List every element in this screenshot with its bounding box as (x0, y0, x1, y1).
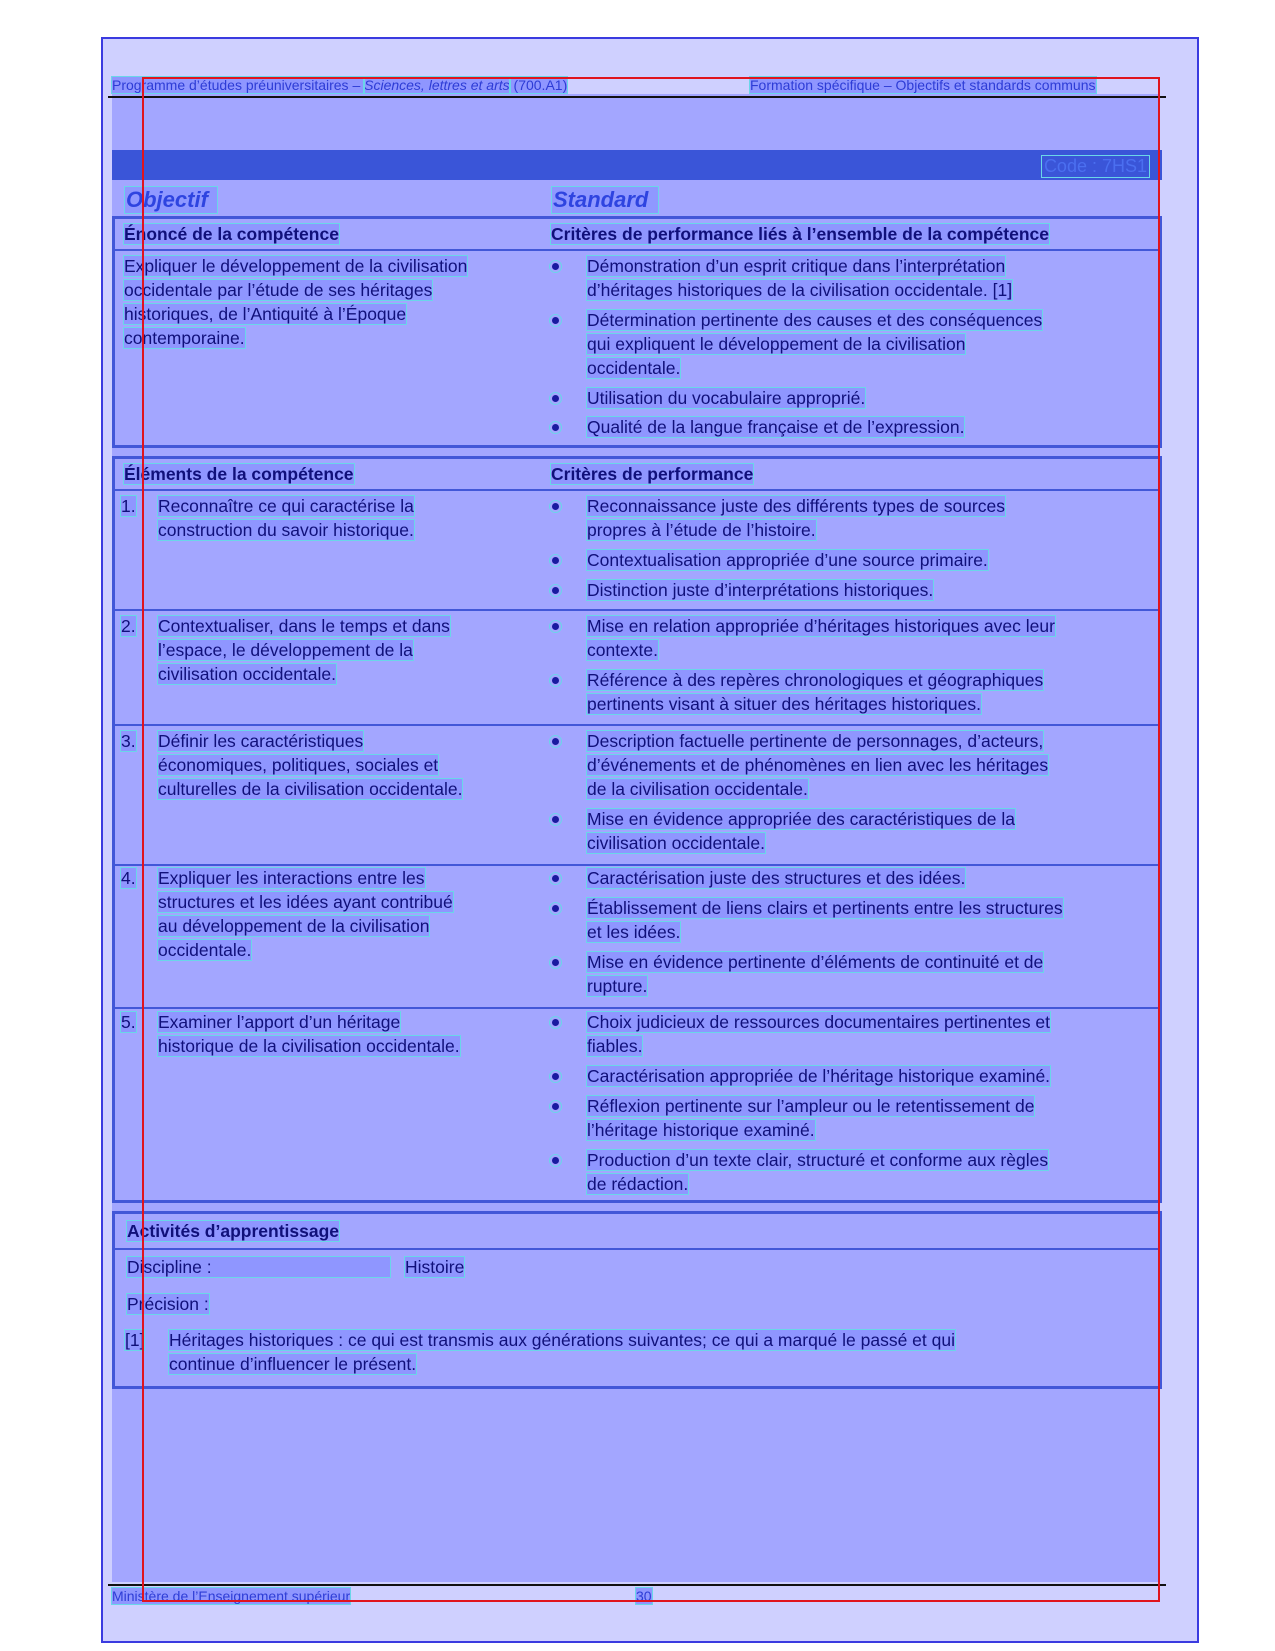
course-code: Code : 7HS1 (1041, 155, 1150, 178)
element-text: Reconnaître ce qui caractérise la (158, 496, 414, 516)
element-text: Expliquer les interactions entre les (158, 868, 425, 888)
bullet-icon (552, 677, 559, 684)
note-text: Héritages historiques : ce qui est transmis aux générations suivantes; ce qui a marqué le passé et qui (169, 1330, 955, 1350)
row-divider (115, 724, 1159, 726)
element-criterion: et les idées. (587, 922, 681, 942)
bullet-icon (552, 1073, 559, 1080)
element-text: civilisation occidentale. (158, 664, 337, 684)
element-criterion: pertinents visant à situer des héritages historiques. (587, 694, 981, 714)
enonce-text-line: historiques, de l’Antiquité à l’Époque (124, 304, 407, 324)
element-criterion: fiables. (587, 1036, 643, 1056)
header-program-code: (700.A1) (509, 77, 568, 93)
element-text: Examiner l’apport d’un héritage (158, 1012, 401, 1032)
enonce-text-line: occidentale par l’étude de ses héritages (124, 280, 433, 300)
element-text: construction du savoir historique. (158, 520, 414, 540)
bullet-icon (552, 905, 559, 912)
standard-label: Standard (551, 186, 659, 214)
row-divider (115, 1007, 1159, 1009)
element-criterion: Contextualisation appropriée d’une source primaire. (587, 550, 988, 570)
bullet-icon (552, 1157, 559, 1164)
element-criterion: de la civilisation occidentale. (587, 779, 808, 799)
header-right (750, 77, 1096, 93)
element-criterion: Mise en relation appropriée d’héritages historiques avec leur (587, 616, 1055, 636)
element-number: 4. (121, 868, 136, 888)
element-criterion: Description factuelle pertinente de personnages, d’acteurs, (587, 731, 1044, 751)
discipline-label: Discipline : (127, 1255, 390, 1279)
enonce-criterion: Qualité de la langue française et de l’expression. (587, 417, 965, 437)
element-text: culturelles de la civilisation occidentale. (158, 779, 463, 799)
bullet-icon (552, 959, 559, 966)
bullet-icon (552, 875, 559, 882)
header-left (112, 77, 567, 93)
discipline-value: Histoire (405, 1257, 465, 1277)
header-rule (108, 96, 1166, 98)
element-text: Définir les caractéristiques (158, 731, 364, 751)
element-criterion: Production d’un texte clair, structuré et conforme aux règles (587, 1150, 1049, 1170)
enonce-text-line: Expliquer le développement de la civilisation (124, 256, 468, 276)
element-criterion: Choix judicieux de ressources documentaires pertinentes et (587, 1012, 1051, 1032)
element-text: économiques, politiques, sociales et (158, 755, 439, 775)
element-number: 2. (121, 616, 136, 636)
element-text: Contextualiser, dans le temps et dans (158, 616, 450, 636)
bullet-icon (552, 738, 559, 745)
element-criterion: l’héritage historique examiné. (587, 1120, 815, 1140)
element-criterion: d’événements et de phénomènes en lien avec les héritages (587, 755, 1049, 775)
enonce-header-rule (115, 249, 1159, 251)
elements-heading: Éléments de la compétence (124, 464, 354, 484)
header-right-text: Formation spécifique – Objectifs et standards communs (750, 77, 1096, 93)
bullet-icon (552, 395, 559, 402)
note-number: [1] (125, 1330, 145, 1350)
element-criterion: Distinction juste d’interprétations historiques. (587, 580, 934, 600)
element-criterion: propres à l’étude de l’histoire. (587, 520, 816, 540)
elements-criteria-heading: Critères de performance (551, 464, 754, 484)
element-text: historique de la civilisation occidentale. (158, 1036, 460, 1056)
bullet-icon (552, 623, 559, 630)
enonce-criterion: Démonstration d’un esprit critique dans l’interprétation (587, 256, 1006, 276)
bullet-icon (552, 424, 559, 431)
element-criterion: Réflexion pertinente sur l’ampleur ou le retentissement de (587, 1096, 1035, 1116)
element-criterion: rupture. (587, 976, 648, 996)
element-number: 3. (121, 731, 136, 751)
element-criterion: Établissement de liens clairs et pertinents entre les structures (587, 898, 1063, 918)
page-number: 30 (636, 1588, 652, 1604)
enonce-criterion: qui expliquent le développement de la civilisation (587, 334, 966, 354)
note-text: continue d’influencer le présent. (169, 1354, 417, 1374)
element-criterion: civilisation occidentale. (587, 833, 766, 853)
element-text: structures et les idées ayant contribué (158, 892, 453, 912)
footer-left: Ministère de l’Enseignement supérieur (112, 1588, 351, 1604)
element-number: 1. (121, 496, 136, 516)
bullet-icon (552, 1103, 559, 1110)
element-number: 5. (121, 1012, 136, 1032)
bullet-icon (552, 557, 559, 564)
bullet-icon (552, 1019, 559, 1026)
element-text: occidentale. (158, 940, 252, 960)
element-criterion: Reconnaissance juste des différents types de sources (587, 496, 1005, 516)
element-criterion: contexte. (587, 640, 659, 660)
enonce-criterion: d’héritages historiques de la civilisation occidentale. [1] (587, 280, 1013, 300)
bullet-icon (552, 816, 559, 823)
header-program-prefix: Programme d’études préuniversitaires – (112, 77, 365, 93)
enonce-text-line: contemporaine. (124, 328, 245, 348)
enonce-heading: Énoncé de la compétence (124, 224, 339, 244)
element-criterion: Caractérisation juste des structures et des idées. (587, 868, 966, 888)
bullet-icon (552, 317, 559, 324)
element-text: l’espace, le développement de la (158, 640, 413, 660)
precision-label: Précision : (127, 1294, 209, 1314)
element-criterion: Caractérisation appropriée de l’héritage historique examiné. (587, 1066, 1051, 1086)
bullet-icon (552, 587, 559, 594)
element-text: au développement de la civilisation (158, 916, 430, 936)
elements-header-rule (115, 489, 1159, 491)
code-bar (112, 150, 1162, 180)
footer-rule (108, 1584, 1166, 1586)
objectif-label: Objectif (124, 186, 218, 214)
enonce-criterion: Détermination pertinente des causes et des conséquences (587, 310, 1043, 330)
enonce-criteria-heading: Critères de performance liés à l’ensemble de la compétence (551, 224, 1049, 244)
element-criterion: de rédaction. (587, 1174, 689, 1194)
row-divider (115, 609, 1159, 611)
element-criterion: Mise en évidence appropriée des caractéristiques de la (587, 809, 1016, 829)
enonce-criterion: occidentale. (587, 358, 681, 378)
activites-heading: Activités d’apprentissage (127, 1221, 340, 1241)
bullet-icon (552, 503, 559, 510)
activites-header-rule (115, 1248, 1159, 1250)
header-program-title: Sciences, lettres et arts (364, 77, 510, 93)
element-criterion: Référence à des repères chronologiques et géographiques (587, 670, 1044, 690)
enonce-criterion: Utilisation du vocabulaire approprié. (587, 388, 866, 408)
element-criterion: Mise en évidence pertinente d’éléments de continuité et de (587, 952, 1044, 972)
bullet-icon (552, 263, 559, 270)
